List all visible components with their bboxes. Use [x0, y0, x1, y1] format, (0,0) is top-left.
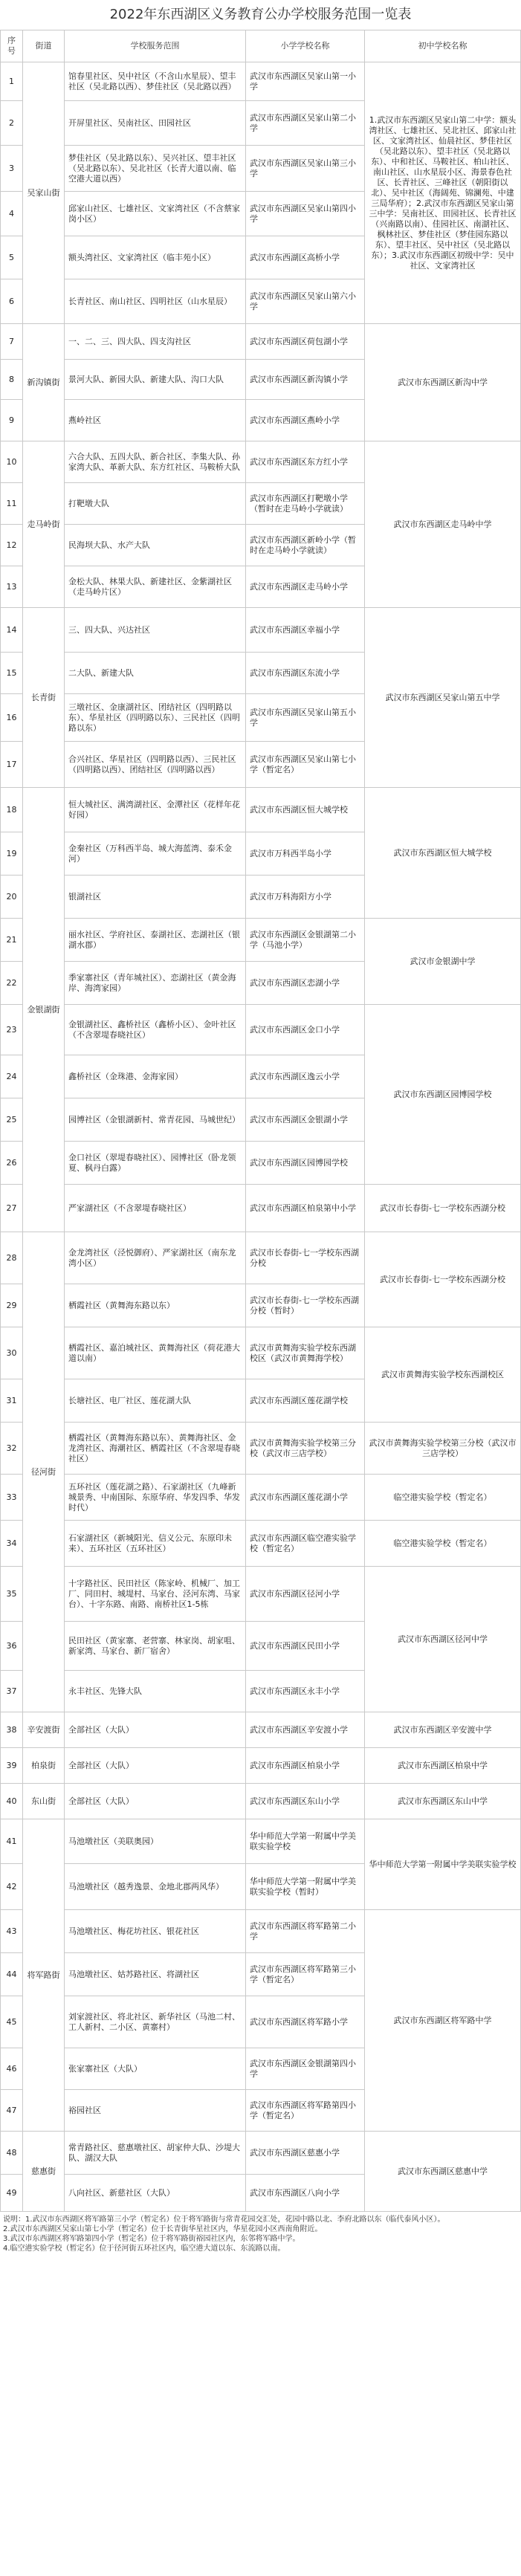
table-row: [1, 1784, 521, 1819]
service-area-cell: 馆春里社区、吴中社区（不含山水星辰）、望丰社区（吴北路以西）、梦佳社区（吴北路以西）: [65, 62, 246, 101]
table-row: [1, 1521, 521, 1567]
primary-school-cell: 武汉市东西湖区东流小学: [246, 653, 365, 694]
row-index-cell: 27: [1, 1185, 23, 1232]
street-cell: 慈惠街: [23, 2132, 65, 2212]
header-street: 街道: [23, 30, 65, 62]
row-index-cell: 15: [1, 653, 23, 694]
service-area-cell: 栖霞社区、嘉泊城社区、黄舞海社区（荷花港大道以南）: [65, 1327, 246, 1379]
row-index-cell: 24: [1, 1055, 23, 1098]
middle-school-cell: 武汉市东西湖区柏泉中学: [365, 1748, 521, 1784]
primary-school-cell: 武汉市东西湖区新沟镇小学: [246, 360, 365, 400]
service-area-cell: 全部社区（大队）: [65, 1748, 246, 1784]
service-area-cell: 马池墩社区、姑苏路社区、将湖社区: [65, 1953, 246, 1996]
primary-school-cell: 武汉市东西湖区吴家山第四小学: [246, 192, 365, 236]
row-index-cell: 39: [1, 1748, 23, 1784]
service-area-cell: 金秦社区（万科西半岛、城大海蓝湾、泰禾金河）: [65, 832, 246, 876]
row-index-cell: 17: [1, 742, 23, 788]
primary-school-cell: 武汉市东西湖区幸福小学: [246, 608, 365, 653]
middle-school-cell: 武汉市东西湖区走马岭中学: [365, 441, 521, 608]
primary-school-cell: 武汉市东西湖区径河小学: [246, 1567, 365, 1622]
service-area-cell: 栖霞社区（黄舞海东路以东）、黄舞海社区、金龙湾社区、海潮社区、栖霞社区（不含翠堤春晓社区）: [65, 1423, 246, 1475]
primary-school-cell: 武汉市东西湖区永丰小学: [246, 1671, 365, 1712]
middle-school-cell: 武汉市东西湖区辛安渡中学: [365, 1712, 521, 1748]
table-row: [1, 1748, 521, 1784]
row-index-cell: 9: [1, 400, 23, 441]
service-area-cell: 丽水社区、学府社区、泰湖社区、恋湖社区（银湖水郡）: [65, 919, 246, 962]
service-area-cell: 马池墩社区（美联奥园）: [65, 1819, 246, 1864]
service-area-cell: 五环社区（莲花湖之路）、石家湖社区（九峰新城景秀、中南国际、东原华府、华发四季、华发时代）: [65, 1475, 246, 1521]
header-index: 序号: [1, 30, 23, 62]
service-area-cell: 一、二、三、四大队、四支沟社区: [65, 324, 246, 360]
street-cell: 新沟镇街: [23, 324, 65, 441]
table-row: [1, 1819, 521, 1864]
service-area-table: [0, 30, 521, 2212]
middle-school-cell: 临空港实验学校（暂定名）: [365, 1475, 521, 1521]
service-area-cell: 金口社区（翠堤春晓社区）、园博社区（卧龙领夏、枫丹白露）: [65, 1142, 246, 1185]
row-index-cell: 14: [1, 608, 23, 653]
service-area-cell: 金银湖社区、鑫桥社区（鑫桥小区）、金叶社区（不含翠堤春晓社区）: [65, 1005, 246, 1055]
service-area-cell: 常青路社区、慈惠墩社区、胡家仲大队、沙堤大队、湖汉大队: [65, 2132, 246, 2175]
note-line: 3.武汉市东西湖区将军路第四小学（暂定名）位于将军路街裕园社区内，东邻将军路中学。: [3, 2235, 300, 2243]
service-area-cell: 梦佳社区（吴北路以东）、吴兴社区、望丰社区（吴北路以东）、吴北社区（长青大道以南、临空港大道以西）: [65, 146, 246, 192]
row-index-cell: 32: [1, 1423, 23, 1475]
service-area-cell: 二大队、新建大队: [65, 653, 246, 694]
row-index-cell: 40: [1, 1784, 23, 1819]
table-row: [1, 1475, 521, 1521]
table-body: [1, 62, 521, 2212]
row-index-cell: 37: [1, 1671, 23, 1712]
table-row: [1, 1423, 521, 1475]
table-row: [1, 1567, 521, 1622]
primary-school-cell: 武汉市东西湖区恋湖小学: [246, 962, 365, 1005]
middle-school-cell: 武汉市东西湖区园博园学校: [365, 1005, 521, 1185]
primary-school-cell: 武汉市东西湖区慈惠小学: [246, 2132, 365, 2175]
primary-school-cell: 武汉市东西湖区民田小学: [246, 1622, 365, 1671]
header-middle-school: 初中学校名称: [365, 30, 521, 62]
table-row: [1, 1232, 521, 1284]
row-index-cell: 30: [1, 1327, 23, 1379]
middle-school-cell: 武汉市东西湖区恒大城学校: [365, 788, 521, 919]
row-index-cell: 16: [1, 694, 23, 742]
street-cell: 东山街: [23, 1784, 65, 1819]
service-area-cell: 金松大队、林果大队、新建社区、金紫湖社区（走马岭片区）: [65, 566, 246, 608]
service-area-cell: 邱家山社区、七雄社区、文家湾社区（不含蔡家岗小区）: [65, 192, 246, 236]
middle-school-cell: 武汉市金银湖中学: [365, 919, 521, 1005]
primary-school-cell: 武汉市东西湖区东山小学: [246, 1784, 365, 1819]
row-index-cell: 28: [1, 1232, 23, 1284]
row-index-cell: 36: [1, 1622, 23, 1671]
row-index-cell: 18: [1, 788, 23, 832]
table-row: [1, 608, 521, 653]
table-row: [1, 2132, 521, 2175]
primary-school-cell: 武汉市东西湖区莲花湖学校: [246, 1379, 365, 1423]
row-index-cell: 33: [1, 1475, 23, 1521]
row-index-cell: 42: [1, 1864, 23, 1910]
primary-school-cell: 武汉市东西湖区金口小学: [246, 1005, 365, 1055]
service-area-cell: 打靶墩大队: [65, 483, 246, 525]
service-area-cell: 马池墩社区（越秀逸景、金地北郡两风华）: [65, 1864, 246, 1910]
row-index-cell: 7: [1, 324, 23, 360]
service-area-cell: 全部社区（大队）: [65, 1712, 246, 1748]
service-area-cell: 三墩社区、金康湖社区、团结社区（四明路以东）、华星社区（四明路以东）、三民社区（四明路以东）: [65, 694, 246, 742]
primary-school-cell: 武汉市东西湖区将军路第二小学: [246, 1910, 365, 1953]
middle-school-cell: 武汉市东西湖区吴家山第五中学: [365, 608, 521, 788]
service-area-cell: 民海坝大队、水产大队: [65, 525, 246, 566]
row-index-cell: 21: [1, 919, 23, 962]
primary-school-cell: 武汉市东西湖区临空港实验学校（暂定名）: [246, 1521, 365, 1567]
street-cell: 柏泉街: [23, 1748, 65, 1784]
street-cell: 径河街: [23, 1232, 65, 1712]
primary-school-cell: 武汉市东西湖区荷包湖小学: [246, 324, 365, 360]
table-row: [1, 1327, 521, 1379]
primary-school-cell: 武汉市东西湖区吴家山第一小学: [246, 62, 365, 101]
primary-school-cell: 武汉市东西湖区辛安渡小学: [246, 1712, 365, 1748]
primary-school-cell: 武汉市黄舞海实验学校第三分校（武汉市三店学校）: [246, 1423, 365, 1475]
primary-school-cell: 武汉市万科西半岛小学: [246, 832, 365, 876]
table-row: [1, 1712, 521, 1748]
primary-school-cell: 武汉市东西湖区柏泉小学: [246, 1748, 365, 1784]
table-row: [1, 62, 521, 101]
middle-school-cell: 武汉市东西湖区慈惠中学: [365, 2132, 521, 2212]
middle-school-cell: 武汉市长春街-七一学校东西湖分校: [365, 1185, 521, 1232]
row-index-cell: 45: [1, 1996, 23, 2048]
primary-school-cell: 武汉市东西湖区金银湖小学: [246, 1098, 365, 1142]
table-row: [1, 788, 521, 832]
table-row: [1, 441, 521, 483]
row-index-cell: 25: [1, 1098, 23, 1142]
primary-school-cell: 武汉市东西湖区走马岭小学: [246, 566, 365, 608]
row-index-cell: 48: [1, 2132, 23, 2175]
service-area-cell: 金龙湾社区（泾悦御府）、严家湖社区（南东龙湾小区）: [65, 1232, 246, 1284]
primary-school-cell: 武汉市东西湖区吴家山第三小学: [246, 146, 365, 192]
row-index-cell: 35: [1, 1567, 23, 1622]
row-index-cell: 41: [1, 1819, 23, 1864]
service-area-cell: 景河大队、新园大队、新建大队、沟口大队: [65, 360, 246, 400]
primary-school-cell: 武汉市东西湖区金银湖第四小学: [246, 2048, 365, 2090]
row-index-cell: 31: [1, 1379, 23, 1423]
middle-school-cell: 华中师范大学第一附属中学美联实验学校: [365, 1819, 521, 1910]
header-service-area: 学校服务范围: [65, 30, 246, 62]
primary-school-cell: 武汉市万科海阳方小学: [246, 876, 365, 919]
row-index-cell: 1: [1, 62, 23, 101]
page-title: 2022年东西湖区义务教育公办学校服务范围一览表: [109, 7, 412, 22]
row-index-cell: 26: [1, 1142, 23, 1185]
service-area-cell: 园博社区（金银湖新村、常青花园、马城世纪）: [65, 1098, 246, 1142]
primary-school-cell: 武汉市东西湖区吴家山第六小学: [246, 279, 365, 324]
primary-school-cell: 武汉市东西湖区恒大城学校: [246, 788, 365, 832]
primary-school-cell: 武汉市东西湖区八向小学: [246, 2175, 365, 2212]
row-index-cell: 49: [1, 2175, 23, 2212]
row-index-cell: 8: [1, 360, 23, 400]
middle-school-cell: 武汉市东西湖区新沟中学: [365, 324, 521, 441]
row-index-cell: 11: [1, 483, 23, 525]
street-cell: 长青街: [23, 608, 65, 788]
middle-school-cell: 武汉市长春街-七一学校东西湖分校: [365, 1232, 521, 1327]
notes-section: [0, 2212, 521, 2253]
service-area-cell: 八向社区、新慈社区（大队）: [65, 2175, 246, 2212]
service-area-cell: 鑫桥社区（金珠港、金海家园）: [65, 1055, 246, 1098]
row-index-cell: 13: [1, 566, 23, 608]
service-area-cell: 银湖社区: [65, 876, 246, 919]
middle-school-cell: 武汉市东西湖区将军路中学: [365, 1910, 521, 2132]
row-index-cell: 6: [1, 279, 23, 324]
table-header-row: [1, 30, 521, 62]
service-area-cell: 恒大城社区、满湾湖社区、金潭社区（花样年花好园）: [65, 788, 246, 832]
row-index-cell: 29: [1, 1284, 23, 1327]
table-row: [1, 324, 521, 360]
service-area-cell: 长青社区、南山社区、四明社区（山水星辰）: [65, 279, 246, 324]
primary-school-cell: 武汉市东西湖区园博园学校: [246, 1142, 365, 1185]
middle-school-cell: 武汉市东西湖区东山中学: [365, 1784, 521, 1819]
primary-school-cell: 武汉市长春街-七一学校东西湖分校（暂时）: [246, 1284, 365, 1327]
row-index-cell: 23: [1, 1005, 23, 1055]
primary-school-cell: 武汉市东西湖区金银湖第二小学（马池小学）: [246, 919, 365, 962]
row-index-cell: 19: [1, 832, 23, 876]
service-area-cell: 马池墩社区、梅花坊社区、银花社区: [65, 1910, 246, 1953]
primary-school-cell: 武汉市东西湖区打靶墩小学（暂时在走马岭小学就读）: [246, 483, 365, 525]
service-area-cell: 十字路社区、民田社区（陈家岭、机械厂、加工厂、同田村、城堤村、马家台、泾河东湾、马家台）、十字东路、南路、南桥社区1-5栋: [65, 1567, 246, 1622]
primary-school-cell: 武汉市东西湖区吴家山第二小学: [246, 101, 365, 146]
note-line: 说明：1.武汉市东西湖区将军路第三小学（暂定名）位于将军路街与常青花园交汇处，花园中路以北、李府北路以东（临代泰风小区）。: [3, 2216, 445, 2224]
street-cell: 走马岭街: [23, 441, 65, 608]
row-index-cell: 2: [1, 101, 23, 146]
service-area-cell: 严家湖社区（不含翠堤春晓社区）: [65, 1185, 246, 1232]
service-area-cell: 季家寨社区（青年城社区）、恋湖社区（黄金海岸、海湾家园）: [65, 962, 246, 1005]
primary-school-cell: 武汉市东西湖区吴家山第七小学（暂定名）: [246, 742, 365, 788]
row-index-cell: 46: [1, 2048, 23, 2090]
service-area-cell: 栖霞社区（黄舞海东路以东）: [65, 1284, 246, 1327]
service-area-cell: 额头湾社区、文家湾社区（临丰苑小区）: [65, 236, 246, 279]
primary-school-cell: 武汉市东西湖区将军路第三小学（暂定名）: [246, 1953, 365, 1996]
service-area-cell: 六合大队、五四大队、新合社区、李集大队、孙家湾大队、革新大队、东方红社区、马鞍桥大队: [65, 441, 246, 483]
row-index-cell: 10: [1, 441, 23, 483]
middle-school-cell: 1.武汉市东西湖区吴家山第二中学：额头湾社区、七雄社区、吴北社区、邱家山社区、文家湾社区、仙晨社区、梦佳社区（吴北路以东）、望丰社区（吴北路以东）、中和社区、马鞍社区、柏山社区、南山社区、山水星辰小区、海景春色社区、长青社区、三峰社区（朝阳街以北）、吴中社区（海阔苑、锦澜苑、中建三局华府）；2.武汉市东西湖区吴家山第三中学：吴南社区、田园社区、长青社区（兴南路以南）、佳园社区、南湖社区、枫林社区、梦佳社区（梦佳园东路以东）、望丰社区、吴中社区（吴北路以东）；3.武汉市东西湖区初级中学：吴中社区、文家湾社区: [365, 62, 521, 324]
primary-school-cell: 武汉市黄舞海实验学校东西湖校区（武汉市黄舞海学校）: [246, 1327, 365, 1379]
middle-school-cell: 武汉市黄舞海实验学校第三分校（武汉市三店学校）: [365, 1423, 521, 1475]
service-area-cell: 全部社区（大队）: [65, 1784, 246, 1819]
service-area-cell: 永丰社区、先锋大队: [65, 1671, 246, 1712]
table-row: [1, 1910, 521, 1953]
service-area-cell: 三、四大队、兴达社区: [65, 608, 246, 653]
row-index-cell: 20: [1, 876, 23, 919]
row-index-cell: 3: [1, 146, 23, 192]
row-index-cell: 5: [1, 236, 23, 279]
middle-school-cell: 武汉市黄舞海实验学校东西湖校区: [365, 1327, 521, 1423]
primary-school-cell: 武汉市东西湖区燕岭小学: [246, 400, 365, 441]
service-area-cell: 燕岭社区: [65, 400, 246, 441]
row-index-cell: 44: [1, 1953, 23, 1996]
table-row: [1, 1185, 521, 1232]
service-area-cell: 张家寨社区（大队）: [65, 2048, 246, 2090]
note-line: 2.武汉市东西湖区吴家山第七小学（暂定名）位于长青街华星社区内，华星花园小区西南角附近。: [3, 2225, 323, 2233]
primary-school-cell: 华中师范大学第一附属中学美联实验学校（暂时）: [246, 1864, 365, 1910]
row-index-cell: 47: [1, 2090, 23, 2132]
middle-school-cell: 临空港实验学校（暂定名）: [365, 1521, 521, 1567]
street-cell: 金银湖街: [23, 788, 65, 1232]
primary-school-cell: 武汉市东西湖区吴家山第五小学: [246, 694, 365, 742]
row-index-cell: 12: [1, 525, 23, 566]
row-index-cell: 38: [1, 1712, 23, 1748]
row-index-cell: 4: [1, 192, 23, 236]
service-area-cell: 裕园社区: [65, 2090, 246, 2132]
table-row: [1, 1005, 521, 1055]
service-area-cell: 民田社区（黄家寨、老营寨、林家岗、胡家咀、新家湾、马家台、新厂宿舍）: [65, 1622, 246, 1671]
primary-school-cell: 武汉市东西湖区将军路第四小学（暂定名）: [246, 2090, 365, 2132]
table-row: [1, 919, 521, 962]
service-area-cell: 长塘社区、电厂社区、莲花湖大队: [65, 1379, 246, 1423]
service-area-cell: 合兴社区、华星社区（四明路以西）、三民社区（四明路以西）、团结社区（四明路以西）: [65, 742, 246, 788]
primary-school-cell: 武汉市东西湖区柏泉第中小学: [246, 1185, 365, 1232]
primary-school-cell: 武汉市东西湖区东方红小学: [246, 441, 365, 483]
note-line: 4.临空港实验学校（暂定名）位于径河街五环社区内，临空港大道以东、东流路以南。: [3, 2245, 285, 2253]
primary-school-cell: 武汉市东西湖区将军路小学: [246, 1996, 365, 2048]
primary-school-cell: 武汉市东西湖区莲花湖小学: [246, 1475, 365, 1521]
row-index-cell: 22: [1, 962, 23, 1005]
primary-school-cell: 武汉市东西湖区高桥小学: [246, 236, 365, 279]
primary-school-cell: 武汉市东西湖区新岭小学（暂时在走马岭小学就读）: [246, 525, 365, 566]
primary-school-cell: 武汉市东西湖区逸云小学: [246, 1055, 365, 1098]
primary-school-cell: 华中师范大学第一附属中学美联实验学校: [246, 1819, 365, 1864]
service-area-cell: 开屏里社区、吴南社区、田园社区: [65, 101, 246, 146]
header-primary-school: 小学学校名称: [246, 30, 365, 62]
street-cell: 辛安渡街: [23, 1712, 65, 1748]
street-cell: 将军路街: [23, 1819, 65, 2132]
street-cell: 吴家山街: [23, 62, 65, 324]
service-area-cell: 刘家渡社区、将北社区、新华社区（马池二村、工人新村、二小区、黄寨村）: [65, 1996, 246, 2048]
service-area-cell: 石家湖社区（新城阳光、信义公元、东原印未来）、五环社区（五环社区）: [65, 1521, 246, 1567]
primary-school-cell: 武汉市长春街-七一学校东西湖分校: [246, 1232, 365, 1284]
middle-school-cell: 武汉市东西湖区径河中学: [365, 1567, 521, 1712]
row-index-cell: 43: [1, 1910, 23, 1953]
row-index-cell: 34: [1, 1521, 23, 1567]
